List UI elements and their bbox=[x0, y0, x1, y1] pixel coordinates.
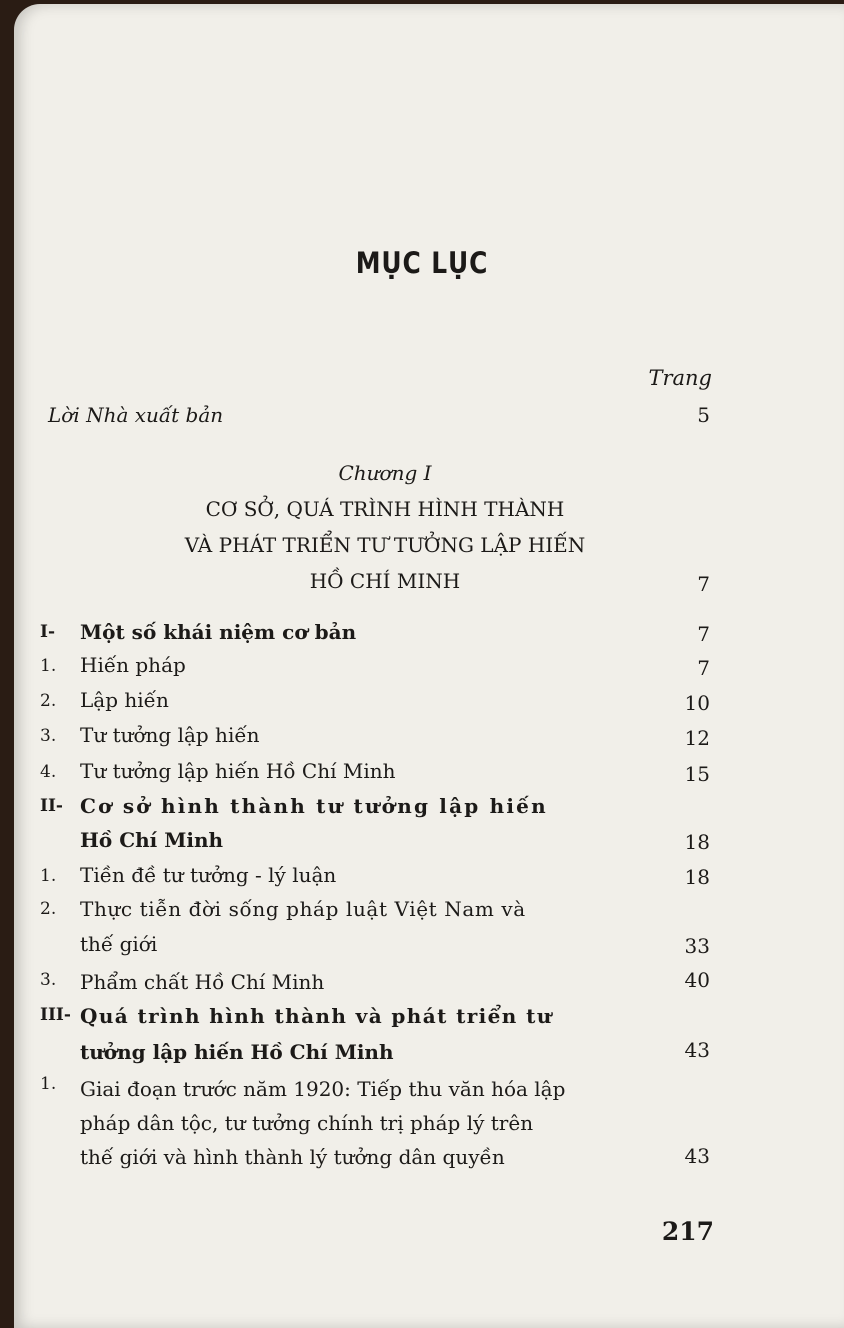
chapter-label: Chương I bbox=[338, 461, 432, 485]
toc-item-title: Lập hiến bbox=[80, 688, 169, 712]
toc-section-page: 43 bbox=[684, 1038, 710, 1062]
page-title: MỤC LỤC bbox=[355, 246, 489, 280]
toc-item-number: 1. bbox=[40, 656, 57, 676]
toc-section-number: I- bbox=[40, 622, 56, 642]
toc-foreword-page: 5 bbox=[697, 403, 710, 427]
toc-item-number: 4. bbox=[40, 762, 57, 782]
toc-item-number: 3. bbox=[40, 970, 57, 990]
toc-item-number: 1. bbox=[40, 1074, 57, 1094]
toc-item-title-line: thế giới bbox=[80, 932, 158, 956]
chapter-title-line: CƠ SỞ, QUÁ TRÌNH HÌNH THÀNH bbox=[205, 497, 565, 521]
toc-item-page: 12 bbox=[684, 726, 710, 750]
page-column-header: Trang bbox=[648, 366, 712, 390]
toc-item-title-line: thế giới và hình thành lý tưởng dân quyền bbox=[80, 1145, 505, 1169]
toc-item-page: 33 bbox=[684, 934, 710, 958]
toc-section-title-line: Cơ sở hình thành tư tưởng lập hiến bbox=[80, 794, 548, 818]
toc-item-page: 43 bbox=[684, 1144, 710, 1168]
toc-item-title: Hiến pháp bbox=[80, 653, 186, 677]
toc-section-page: 7 bbox=[697, 622, 710, 646]
chapter-title-line: HỒ CHÍ MINH bbox=[309, 569, 461, 593]
toc-item-number: 2. bbox=[40, 899, 57, 919]
toc-item-page: 7 bbox=[697, 656, 710, 680]
toc-section-title-line: Quá trình hình thành và phát triển tư bbox=[80, 1004, 553, 1028]
chapter-page: 7 bbox=[697, 572, 710, 596]
toc-item-title-line: Giai đoạn trước năm 1920: Tiếp thu văn hóa lập bbox=[80, 1077, 566, 1101]
toc-item-number: 2. bbox=[40, 691, 57, 711]
toc-item-title: Tiền đề tư tưởng - lý luận bbox=[80, 863, 337, 887]
toc-item-title-line: pháp dân tộc, tư tưởng chính trị pháp lý trên bbox=[80, 1111, 534, 1135]
toc-section-page: 18 bbox=[684, 830, 710, 854]
toc-item-page: 40 bbox=[684, 968, 710, 992]
toc-section-title bbox=[80, 794, 590, 818]
toc-section-number: II- bbox=[40, 796, 63, 816]
toc-section-title: Một số khái niệm cơ bản bbox=[80, 620, 357, 644]
toc-item-page: 18 bbox=[684, 865, 710, 889]
toc-item-title: Tư tưởng lập hiến Hồ Chí Minh bbox=[80, 759, 396, 783]
toc-section-title-line: Hồ Chí Minh bbox=[80, 828, 224, 852]
toc-foreword-label: Lời Nhà xuất bản bbox=[48, 403, 224, 427]
toc-section-number: III- bbox=[40, 1005, 71, 1025]
toc-item-number: 1. bbox=[40, 866, 57, 886]
toc-item-title-line: Thực tiễn đời sống pháp luật Việt Nam và bbox=[80, 897, 526, 921]
toc-item-page: 10 bbox=[684, 691, 710, 715]
chapter-title-line: VÀ PHÁT TRIỂN TƯ TƯỞNG LẬP HIẾN bbox=[184, 533, 586, 557]
toc-item-number: 3. bbox=[40, 726, 57, 746]
toc-section-title-line: tưởng lập hiến Hồ Chí Minh bbox=[80, 1040, 394, 1064]
toc-item-page: 15 bbox=[684, 762, 710, 786]
toc-item-title: Phẩm chất Hồ Chí Minh bbox=[80, 970, 325, 994]
page-number: 217 bbox=[661, 1217, 714, 1246]
toc-item-title: Tư tưởng lập hiến bbox=[80, 723, 260, 747]
